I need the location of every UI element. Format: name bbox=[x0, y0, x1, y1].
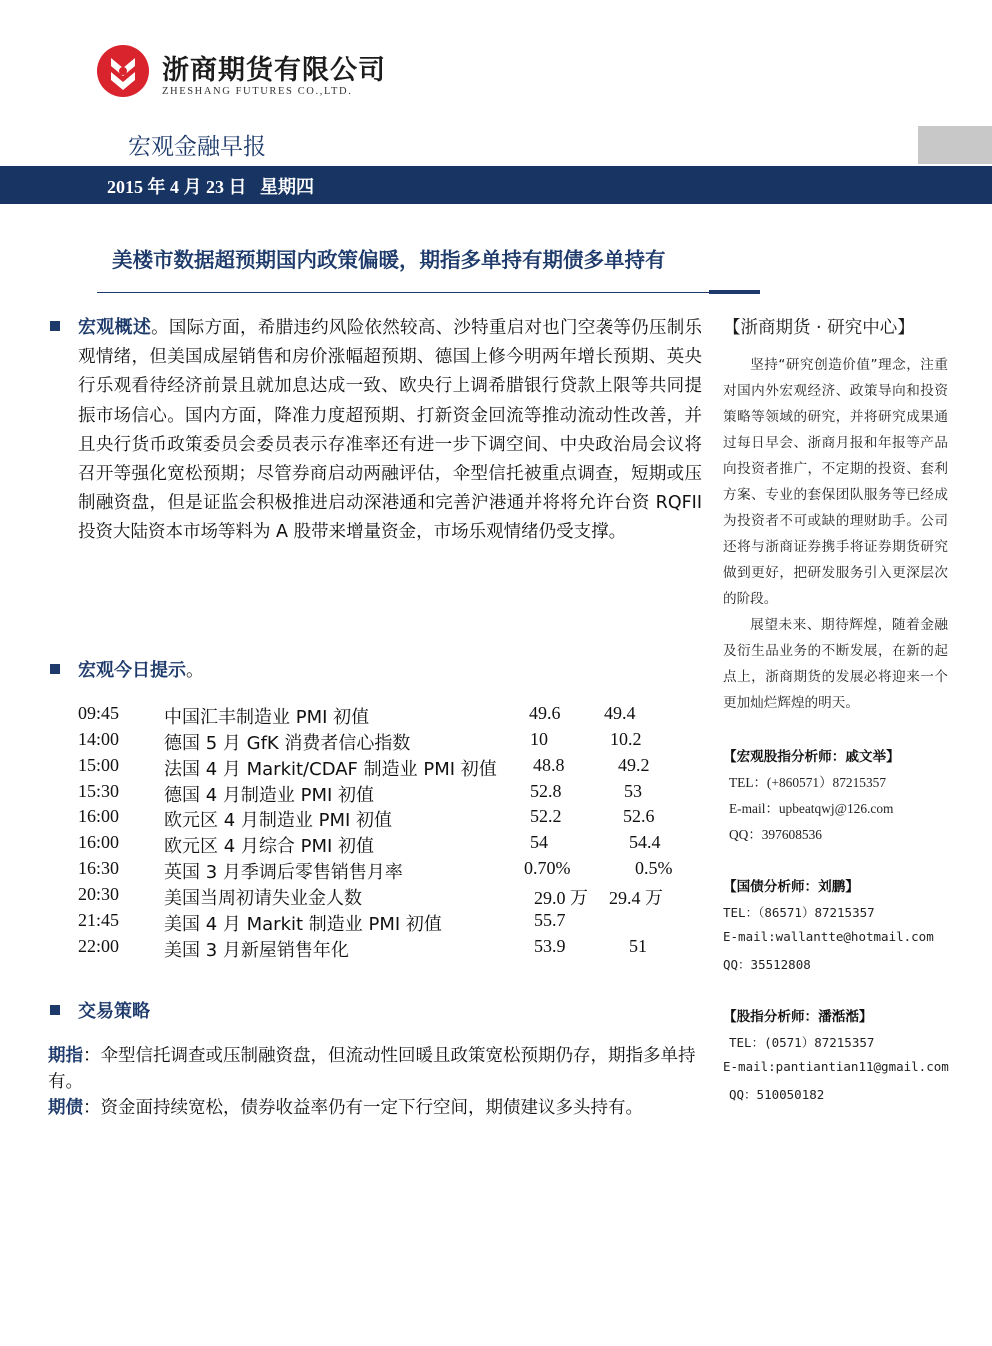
cal-value-a: 10 bbox=[530, 729, 548, 749]
cal-time: 16:30 bbox=[78, 858, 120, 878]
strategy-item-index-futures bbox=[48, 1043, 704, 1095]
section-bullet-icon bbox=[50, 1005, 60, 1015]
cal-value-a: 49.6 bbox=[529, 703, 561, 723]
date-value: 2015 年 4 月 23 日 bbox=[107, 177, 247, 197]
section-bullet-icon bbox=[50, 664, 60, 674]
sidebar-intro-paragraph: 展望未来、期待辉煌，随着金融及衍生品业务的不断发展，在新的起点上，浙商期货的发展必将迎来一个更加灿烂辉煌的明天。 bbox=[723, 617, 948, 711]
analyst-qq: QQ：510050182 bbox=[729, 1087, 825, 1102]
cal-time: 16:00 bbox=[78, 806, 120, 826]
strategy-item-label: 期债 bbox=[48, 1098, 83, 1118]
title-divider-accent bbox=[709, 290, 760, 294]
cal-event: 德国 4 月制造业 PMI 初值 bbox=[164, 785, 375, 806]
cal-time: 16:00 bbox=[78, 832, 120, 852]
company-name-cn: 浙商期货有限公司 bbox=[162, 55, 386, 86]
cal-time: 14:00 bbox=[78, 729, 120, 749]
cal-time: 21:45 bbox=[78, 910, 120, 930]
cal-value-a: 54 bbox=[530, 832, 548, 852]
strategy-item-bond-futures bbox=[48, 1095, 704, 1121]
strategy-item-text: ：伞型信托调查或压制融资盘，但流动性回暖且政策宽松预期仍存，期指多单持有。 bbox=[48, 1046, 696, 1092]
sidebar-title: 【浙商期货 · 研究中心】 bbox=[723, 318, 915, 338]
analyst-name: 【股指分析师：潘湉湉】 bbox=[723, 1009, 873, 1025]
cal-value-b: 49.4 bbox=[604, 703, 636, 723]
report-name: 宏观金融早报 bbox=[128, 134, 266, 160]
cal-event: 欧元区 4 月制造业 PMI 初值 bbox=[164, 810, 393, 831]
analyst-email[interactable]: E-mail:wallantte@hotmail.com bbox=[723, 929, 934, 944]
analyst-name: 【宏观股指分析师：戚文举】 bbox=[723, 749, 900, 765]
macro-overview-paragraph bbox=[78, 313, 702, 548]
cal-event: 英国 3 月季调后零售销售月率 bbox=[164, 862, 403, 883]
cal-event: 美国 3 月新屋销售年化 bbox=[164, 940, 349, 961]
cal-value-a: 52.8 bbox=[530, 781, 562, 801]
cal-value-b: 53 bbox=[624, 781, 642, 801]
macro-overview-text: 。国际方面，希腊违约风险依然较高、沙特重启对也门空袭等仍压制乐观情绪，但美国成屋销售和房价涨幅超预期、德国上修今明两年增长预期、英央行乐观看待经济前景且就加息达成一致、欧央行上调希腊银行贷款上限等共同提振市场信心。国内方面，降准力度超预期、打新资金回流等推动流动性改善，并且央行货币政策委员会委员表示存准率还有进一步下调空间、中央政治局会议将召开等强化宽松预期；尽管券商启动两融评估，伞型信托被重点调查，短期或压制融资盘，但是证监会积极推进启动深港通和完善沪港通并将将允许台资 RQFII 投资大陆资本市场等料为 A 股带来增量资金，市场乐观情绪仍受支撑。 bbox=[78, 318, 703, 543]
cal-event: 德国 5 月 GfK 消费者信心指数 bbox=[164, 733, 411, 754]
analyst-tel: TEL：(0571）87215357 bbox=[729, 1035, 875, 1050]
cal-value-a: 48.8 bbox=[533, 755, 565, 775]
analyst-qq: QQ：397608536 bbox=[729, 827, 822, 842]
cal-time: 15:30 bbox=[78, 781, 120, 801]
weekday-value: 星期四 bbox=[260, 177, 314, 197]
header-gray-block bbox=[918, 126, 992, 164]
cal-time: 22:00 bbox=[78, 936, 120, 956]
cal-value-b: 10.2 bbox=[610, 729, 642, 749]
cal-value-b: 29.4 万 bbox=[609, 888, 663, 908]
macro-today-label: 宏观今日提示 bbox=[78, 660, 186, 681]
cal-value-a: 55.7 bbox=[534, 910, 566, 930]
analyst-tel: TEL：（86571）87215357 bbox=[723, 905, 875, 920]
analyst-email[interactable]: E-mail：upbeatqwj@126.com bbox=[729, 801, 894, 816]
strategy-item-text: ：资金面持续宽松，债券收益率仍有一定下行空间，期债建议多头持有。 bbox=[83, 1098, 643, 1118]
report-date bbox=[107, 173, 314, 199]
cal-value-a: 29.0 万 bbox=[534, 888, 588, 908]
cal-time: 09:45 bbox=[78, 703, 120, 723]
sidebar-intro bbox=[723, 352, 948, 716]
analyst-email[interactable]: E-mail:pantiantian11@gmail.com bbox=[723, 1059, 949, 1074]
cal-value-a: 52.2 bbox=[530, 806, 562, 826]
cal-value-b: 49.2 bbox=[618, 755, 650, 775]
section-bullet-icon bbox=[50, 321, 60, 331]
cal-value-b: 51 bbox=[629, 936, 647, 956]
macro-today-suffix: 。 bbox=[186, 660, 204, 681]
cal-event: 中国汇丰制造业 PMI 初值 bbox=[164, 707, 370, 728]
analyst-tel: TEL：(+860571）87215357 bbox=[729, 775, 887, 790]
cal-value-b: 0.5% bbox=[635, 858, 673, 878]
cal-value-b: 52.6 bbox=[623, 806, 655, 826]
strategy-label: 交易策略 bbox=[78, 1001, 150, 1022]
logo-emblem-icon bbox=[96, 44, 150, 98]
cal-value-a: 0.70% bbox=[524, 858, 571, 878]
cal-event: 美国当周初请失业金人数 bbox=[164, 888, 362, 909]
cal-value-a: 53.9 bbox=[534, 936, 566, 956]
cal-value-b: 54.4 bbox=[629, 832, 661, 852]
cal-event: 法国 4 月 Markit/CDAF 制造业 PMI 初值 bbox=[164, 759, 497, 780]
page-title: 美楼市数据超预期国内政策偏暖，期指多单持有期债多单持有 bbox=[112, 248, 666, 272]
cal-time: 20:30 bbox=[78, 884, 120, 904]
company-name-en: ZHESHANG FUTURES CO.,LTD. bbox=[162, 86, 353, 97]
macro-today-heading bbox=[78, 656, 204, 682]
analyst-qq: QQ：35512808 bbox=[723, 957, 811, 972]
analyst-name: 【国债分析师：刘鹏】 bbox=[723, 879, 859, 895]
title-divider bbox=[97, 292, 709, 293]
cal-time: 15:00 bbox=[78, 755, 120, 775]
cal-event: 欧元区 4 月综合 PMI 初值 bbox=[164, 836, 375, 857]
macro-overview-label: 宏观概述 bbox=[78, 317, 152, 338]
cal-event: 美国 4 月 Markit 制造业 PMI 初值 bbox=[164, 914, 442, 935]
sidebar-intro-paragraph: 坚持“研究创造价值”理念，注重对国内外宏观经济、政策导向和投资策略等领域的研究，并将研究成果通过每日早会、浙商月报和年报等产品向投资者推广，不定期的投资、套利方案、专业的套保团队服务等已经成为投资者不可或缺的理财助手。公司还将与浙商证券携手将证券期货研究做到更好，把研发服务引入更深层次的阶段。 bbox=[723, 357, 948, 607]
strategy-item-label: 期指 bbox=[48, 1046, 83, 1066]
company-logo bbox=[96, 44, 386, 104]
